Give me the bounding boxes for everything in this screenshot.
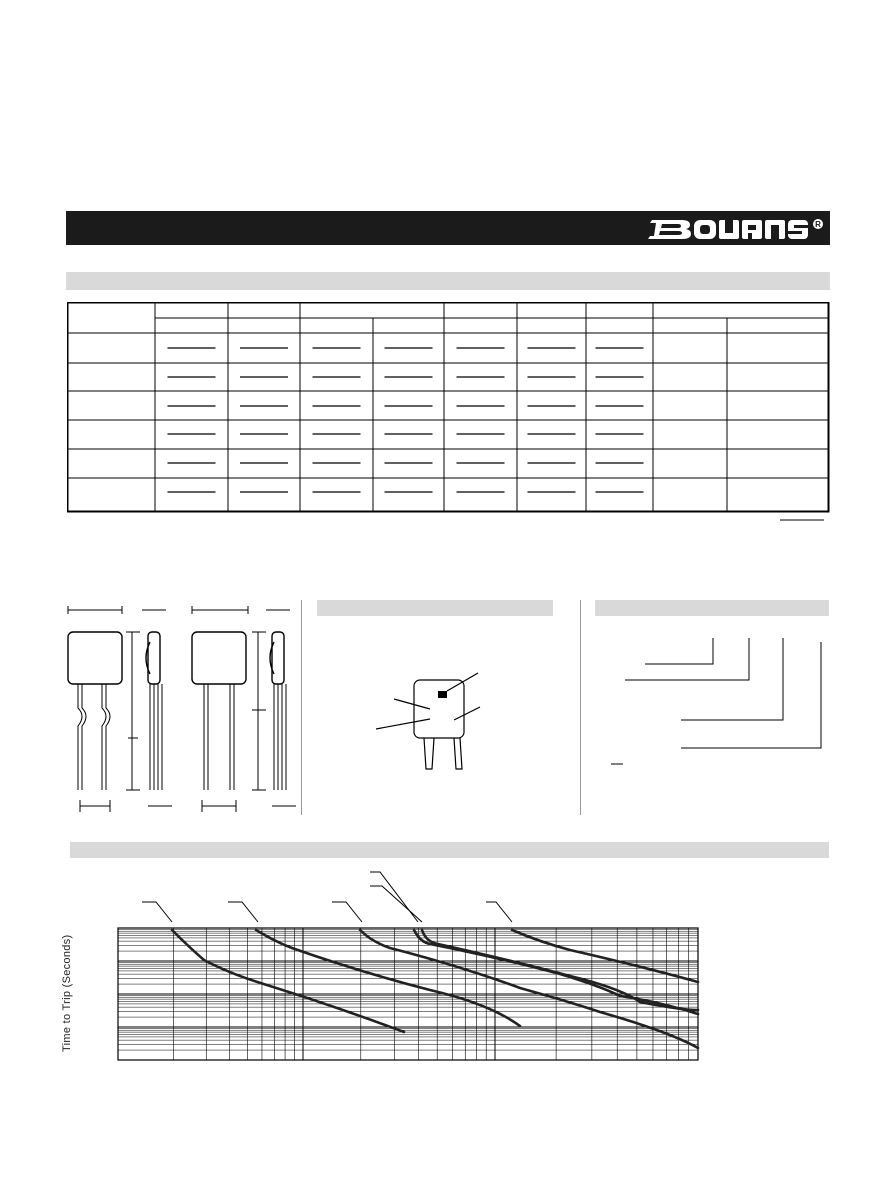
section-band-part-number xyxy=(595,600,829,616)
section-band-packaging xyxy=(317,600,553,616)
marking-diagram xyxy=(370,665,490,775)
curve-pointer xyxy=(142,902,172,922)
svg-text:R: R xyxy=(815,220,821,229)
section-band-specifications xyxy=(66,272,830,290)
column-separator xyxy=(301,600,302,815)
header-bar xyxy=(66,211,830,245)
part-number-diagram xyxy=(605,632,827,772)
chart-ylabel: Time to Trip (Seconds) xyxy=(61,934,73,1052)
bourns-logo xyxy=(646,216,826,242)
curve-pointer xyxy=(486,902,512,922)
column-separator xyxy=(580,600,581,815)
note-rule xyxy=(780,518,826,522)
curve-pointer xyxy=(332,902,362,922)
section-band-trip-curves xyxy=(70,842,829,858)
dimension-drawing xyxy=(62,598,302,818)
trip-curve xyxy=(256,930,520,1026)
trip-curve-chart xyxy=(100,862,720,1072)
curve-pointer xyxy=(228,902,258,922)
spec-table xyxy=(67,302,830,514)
